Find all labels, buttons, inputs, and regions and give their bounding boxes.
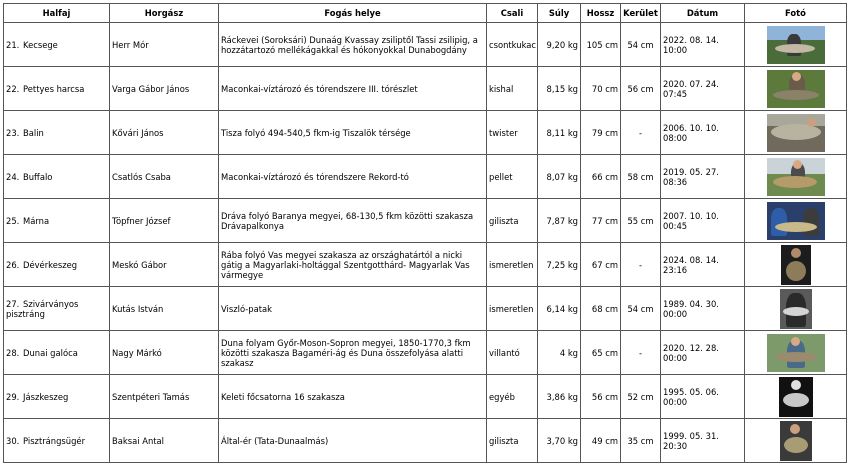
bait-cell: villantó — [487, 331, 538, 375]
place-cell: Által-ér (Tata-Dunaalmás) — [219, 419, 487, 463]
column-header-photo: Fotó — [745, 4, 847, 23]
girth-cell: 35 cm — [621, 419, 661, 463]
catch-photo-thumbnail[interactable] — [767, 158, 825, 196]
girth-cell: 52 cm — [621, 375, 661, 419]
species-cell — [4, 375, 110, 419]
catch-photo-thumbnail[interactable] — [780, 289, 812, 329]
place-cell: Keleti főcsatorna 16 szakasza — [219, 375, 487, 419]
rank-number: 24. — [6, 171, 20, 182]
table-header-row — [4, 4, 847, 23]
place-cell: Dráva folyó Baranya megyei, 68-130,5 fkm közötti szakasza Drávapalkonya — [219, 199, 487, 243]
species-name: Szivárványos pisztráng — [6, 298, 79, 319]
photo-cell — [745, 199, 847, 243]
date-cell: 1995. 05. 06. 00:00 — [661, 375, 745, 419]
species-cell — [4, 111, 110, 155]
weight-cell: 6,14 kg — [538, 287, 581, 331]
date-cell: 2019. 05. 27. 08:36 — [661, 155, 745, 199]
species-name: Dévérkeszeg — [23, 259, 78, 270]
bait-cell: giliszta — [487, 419, 538, 463]
place-cell: Tisza folyó 494-540,5 fkm-ig Tiszalök térsége — [219, 111, 487, 155]
column-header-girth: Kerület — [621, 4, 661, 23]
catch-photo-thumbnail[interactable] — [767, 202, 825, 240]
catch-photo-thumbnail[interactable] — [781, 245, 811, 285]
species-name: Márna — [23, 215, 50, 226]
bait-cell: twister — [487, 111, 538, 155]
photo-cell — [745, 287, 847, 331]
rank-number: 22. — [6, 83, 20, 94]
girth-cell: 55 cm — [621, 199, 661, 243]
length-cell: 67 cm — [581, 243, 621, 287]
catch-photo-thumbnail[interactable] — [767, 26, 825, 64]
bait-cell: giliszta — [487, 199, 538, 243]
table-row — [4, 67, 847, 111]
angler-cell: Nagy Márkó — [110, 331, 219, 375]
length-cell: 77 cm — [581, 199, 621, 243]
place-cell: Viszló-patak — [219, 287, 487, 331]
species-cell — [4, 23, 110, 67]
length-cell: 66 cm — [581, 155, 621, 199]
table-row — [4, 199, 847, 243]
place-cell: Rába folyó Vas megyei szakasza az országhatártól a nicki gátig a Magyarlaki-holtággal Szentgotthárd- Magyarlak Vas vármegye — [219, 243, 487, 287]
catch-photo-thumbnail[interactable] — [767, 114, 825, 152]
weight-cell: 4 kg — [538, 331, 581, 375]
catch-photo-thumbnail[interactable] — [767, 70, 825, 108]
photo-cell — [745, 331, 847, 375]
rank-number: 29. — [6, 391, 20, 402]
bait-cell: csontkukac — [487, 23, 538, 67]
species-name: Pettyes harcsa — [23, 83, 85, 94]
length-cell: 56 cm — [581, 375, 621, 419]
weight-cell: 3,86 kg — [538, 375, 581, 419]
table-row — [4, 155, 847, 199]
weight-cell: 8,15 kg — [538, 67, 581, 111]
species-name: Kecsege — [23, 39, 58, 50]
length-cell: 70 cm — [581, 67, 621, 111]
species-cell — [4, 331, 110, 375]
bait-cell: pellet — [487, 155, 538, 199]
species-cell — [4, 67, 110, 111]
species-cell — [4, 199, 110, 243]
weight-cell: 3,70 kg — [538, 419, 581, 463]
catch-photo-thumbnail[interactable] — [780, 421, 812, 461]
date-cell: 2022. 08. 14. 10:00 — [661, 23, 745, 67]
column-header-angler: Horgász — [110, 4, 219, 23]
species-name: Buffalo — [23, 171, 53, 182]
rank-number: 28. — [6, 347, 20, 358]
place-cell: Ráckevei (Soroksári) Dunaág Kvassay zsiliptől Tassi zsilipig, a hozzátartozó mellékágakkal és hókonyokkal Dunabogdány — [219, 23, 487, 67]
date-cell: 2007. 10. 10. 00:45 — [661, 199, 745, 243]
table-row — [4, 287, 847, 331]
weight-cell: 7,25 kg — [538, 243, 581, 287]
photo-cell — [745, 111, 847, 155]
girth-cell: - — [621, 243, 661, 287]
species-cell — [4, 155, 110, 199]
rank-number: 21. — [6, 39, 20, 50]
table-row — [4, 23, 847, 67]
species-name: Dunai galóca — [23, 347, 78, 358]
date-cell: 2020. 12. 28. 00:00 — [661, 331, 745, 375]
species-cell — [4, 243, 110, 287]
bait-cell: egyéb — [487, 375, 538, 419]
photo-cell — [745, 419, 847, 463]
length-cell: 79 cm — [581, 111, 621, 155]
weight-cell: 7,87 kg — [538, 199, 581, 243]
weight-cell: 8,07 kg — [538, 155, 581, 199]
girth-cell: 54 cm — [621, 287, 661, 331]
species-cell — [4, 419, 110, 463]
photo-cell — [745, 23, 847, 67]
rank-number: 30. — [6, 435, 20, 446]
species-cell — [4, 287, 110, 331]
place-cell: Maconkai-víztározó és tórendszere III. tórészlet — [219, 67, 487, 111]
angler-cell: Baksai Antal — [110, 419, 219, 463]
bait-cell: ismeretlen — [487, 243, 538, 287]
girth-cell: 58 cm — [621, 155, 661, 199]
species-name: Jászkeszeg — [23, 391, 69, 402]
angler-cell: Varga Gábor János — [110, 67, 219, 111]
length-cell: 68 cm — [581, 287, 621, 331]
table-row — [4, 375, 847, 419]
column-header-place: Fogás helye — [219, 4, 487, 23]
weight-cell: 9,20 kg — [538, 23, 581, 67]
date-cell: 2006. 10. 10. 08:00 — [661, 111, 745, 155]
date-cell: 2020. 07. 24. 07:45 — [661, 67, 745, 111]
date-cell: 1989. 04. 30. 00:00 — [661, 287, 745, 331]
catch-photo-thumbnail[interactable] — [779, 377, 813, 417]
species-name: Balin — [23, 127, 44, 138]
column-header-date: Dátum — [661, 4, 745, 23]
girth-cell: - — [621, 331, 661, 375]
species-name: Pisztrángsügér — [23, 435, 86, 446]
records-table — [3, 3, 847, 463]
rank-number: 23. — [6, 127, 20, 138]
angler-cell: Herr Mór — [110, 23, 219, 67]
column-header-species: Halfaj — [4, 4, 110, 23]
table-row — [4, 331, 847, 375]
girth-cell: 56 cm — [621, 67, 661, 111]
angler-cell: Csatlós Csaba — [110, 155, 219, 199]
column-header-bait: Csali — [487, 4, 538, 23]
length-cell: 105 cm — [581, 23, 621, 67]
rank-number: 27. — [6, 298, 20, 309]
rank-number: 26. — [6, 259, 20, 270]
place-cell: Maconkai-víztározó és tórendszere Rekord-tó — [219, 155, 487, 199]
girth-cell: - — [621, 111, 661, 155]
table-row — [4, 243, 847, 287]
photo-cell — [745, 67, 847, 111]
bait-cell: ismeretlen — [487, 287, 538, 331]
angler-cell: Kővári János — [110, 111, 219, 155]
date-cell: 2024. 08. 14. 23:16 — [661, 243, 745, 287]
weight-cell: 8,11 kg — [538, 111, 581, 155]
bait-cell: kishal — [487, 67, 538, 111]
angler-cell: Töpfner József — [110, 199, 219, 243]
column-header-length: Hossz — [581, 4, 621, 23]
catch-photo-thumbnail[interactable] — [767, 334, 825, 372]
photo-cell — [745, 375, 847, 419]
length-cell: 49 cm — [581, 419, 621, 463]
angler-cell: Szentpéteri Tamás — [110, 375, 219, 419]
angler-cell: Meskó Gábor — [110, 243, 219, 287]
rank-number: 25. — [6, 215, 20, 226]
table-row — [4, 419, 847, 463]
place-cell: Duna folyam Győr-Moson-Sopron megyei, 1850-1770,3 fkm közötti szakasza Bagaméri-ág és Duna összefolyása alatti szakasz — [219, 331, 487, 375]
date-cell: 1999. 05. 31. 20:30 — [661, 419, 745, 463]
column-header-weight: Súly — [538, 4, 581, 23]
girth-cell: 54 cm — [621, 23, 661, 67]
photo-cell — [745, 243, 847, 287]
angler-cell: Kutás István — [110, 287, 219, 331]
table-row — [4, 111, 847, 155]
length-cell: 65 cm — [581, 331, 621, 375]
photo-cell — [745, 155, 847, 199]
